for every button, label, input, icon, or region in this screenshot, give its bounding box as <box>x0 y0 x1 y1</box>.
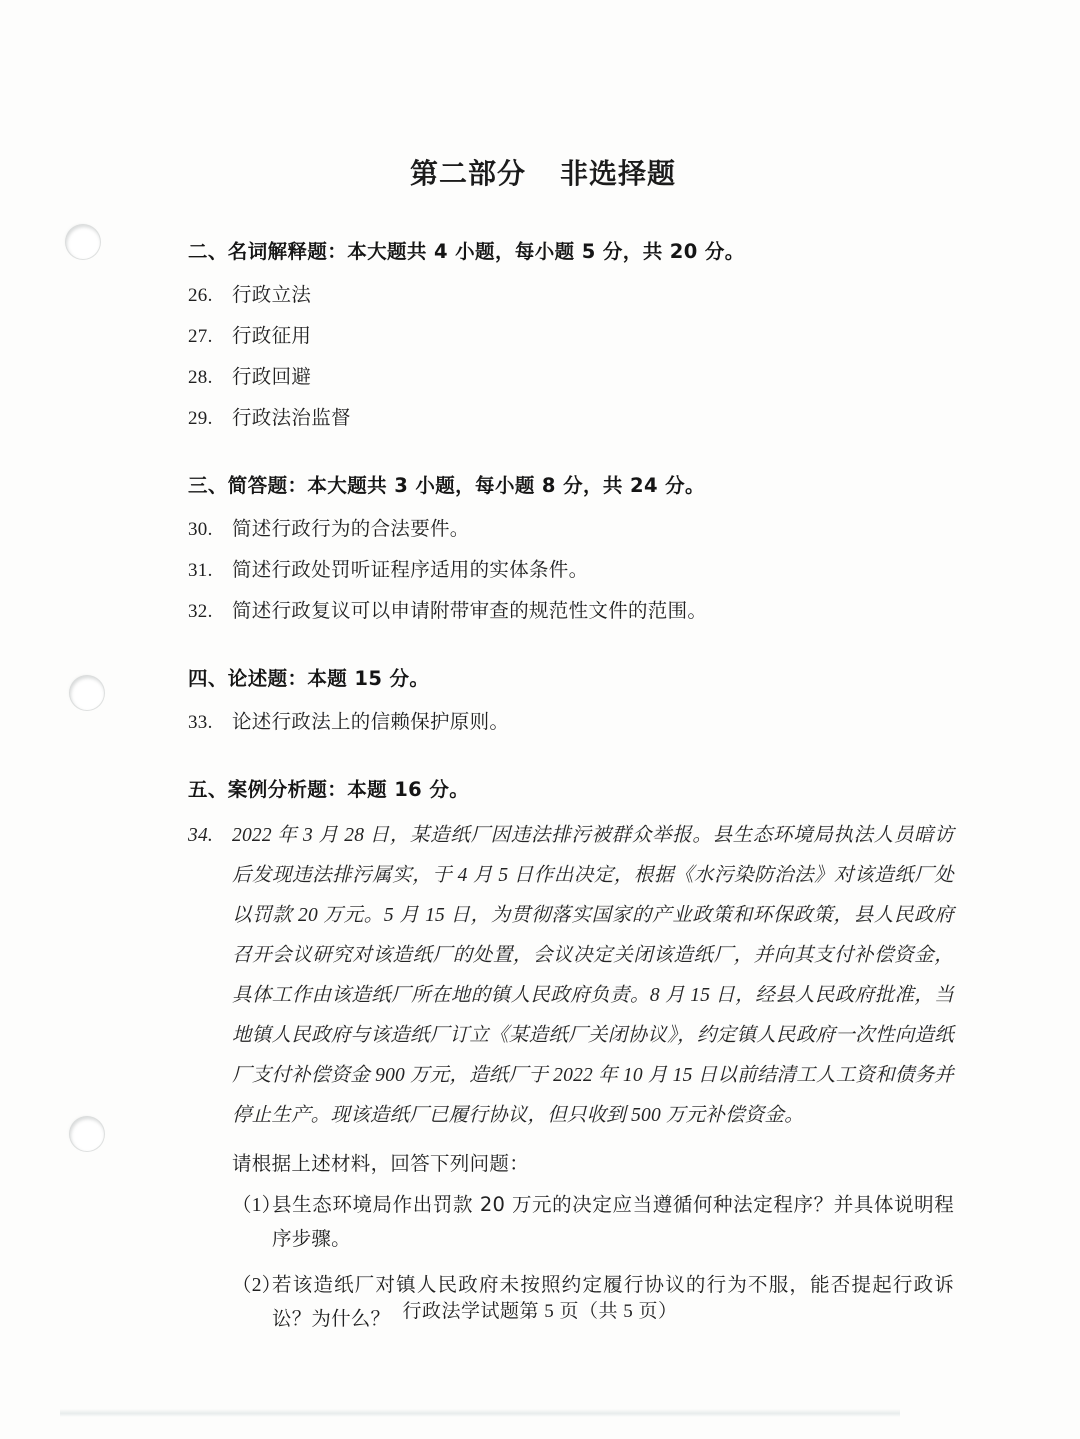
question-text: 行政法治监督 <box>232 406 351 429</box>
question-item <box>188 706 954 734</box>
page-footer: 行政法学试题第 5 页（共 5 页） <box>402 1301 678 1322</box>
sub-question-label: （1） <box>232 1194 282 1216</box>
question-number: 34. <box>188 825 213 846</box>
question-text: 论述行政法上的信赖保护原则。 <box>232 710 510 733</box>
question-number: 27. <box>188 326 213 347</box>
question-number: 26. <box>188 285 213 306</box>
section-heading-essay: 四、论述题：本题 15 分。 <box>188 667 430 690</box>
binder-hole-punch-icon <box>70 676 104 710</box>
section-heading-terms: 二、名词解释题：本大题共 4 小题，每小题 5 分，共 20 分。 <box>188 240 745 263</box>
question-text: 行政征用 <box>232 324 312 347</box>
section-essay <box>188 663 954 734</box>
part-title-main: 第二部分 <box>409 157 526 190</box>
sub-question-text: 县生态环境局作出罚款 20 万元的决定应当遵循何种法定程序？并具体说明程序步骤。 <box>272 1192 954 1250</box>
part-title-sub: 非选择题 <box>560 157 677 190</box>
section-heading-case-analysis: 五、案例分析题：本题 16 分。 <box>188 778 470 801</box>
question-item <box>188 513 954 541</box>
question-item <box>188 320 954 348</box>
question-number: 33. <box>188 712 213 733</box>
case-text: 2022 年 3 月 28 日，某造纸厂因违法排污被群众举报。县生态环境局执法人员暗访后发现违法排污属实，于 4 月 5 日作出决定，根据《水污染防治法》对该造纸厂处以罚款 20 万元。5 月 15 日，为贯彻落实国家的产业政策和环保政策，县人民政府召开会议研究对该造纸厂的处置，会议决定关闭该造纸厂，并向其支付补偿资金，具体工作由该造纸厂所在地的镇人民政府负责。8 月 15 日，经县人民政府批准，当地镇人民政府与该造纸厂订立《某造纸厂关闭协议》，约定镇人民政府一次性向造纸厂支付补偿资金 900 万元，造纸厂于 2022 年 10 月 15 日以前结清工人工资和债务并停止生产。现该造纸厂已履行协议，但只收到 500 万元补偿资金。 <box>232 825 954 1126</box>
question-item <box>188 595 954 623</box>
sub-question-text: 若该造纸厂对镇人民政府未按照约定履行协议的行为不服，能否提起行政诉讼？为什么？ <box>272 1273 954 1331</box>
document-content <box>188 0 954 1336</box>
scan-edge-artifact <box>60 1409 900 1417</box>
sub-question-item <box>188 1188 954 1256</box>
section-case-analysis <box>188 774 954 1336</box>
question-item <box>188 554 954 582</box>
question-text: 简述行政复议可以申请附带审查的规范性文件的范围。 <box>232 599 708 622</box>
section-heading-short-answer: 三、简答题：本大题共 3 小题，每小题 8 分，共 24 分。 <box>188 474 705 497</box>
page-title <box>188 152 954 192</box>
sub-question-intro: 请根据上述材料，回答下列问题： <box>232 1151 530 1175</box>
sub-question-label: （2） <box>232 1275 282 1296</box>
binder-hole-punch-icon <box>70 1117 104 1151</box>
question-item <box>188 402 954 430</box>
question-number: 29. <box>188 408 213 429</box>
question-number: 30. <box>188 519 213 540</box>
question-number: 31. <box>188 560 213 581</box>
question-item <box>188 279 954 307</box>
question-text: 行政立法 <box>232 283 312 306</box>
question-text: 简述行政行为的合法要件。 <box>232 517 470 540</box>
question-text: 行政回避 <box>232 365 312 388</box>
section-terms <box>188 236 954 430</box>
question-number: 32. <box>188 601 213 622</box>
binder-hole-punch-icon <box>66 225 100 259</box>
question-text: 简述行政处罚听证程序适用的实体条件。 <box>232 558 589 581</box>
section-short-answer <box>188 470 954 623</box>
question-item <box>188 361 954 389</box>
question-number: 28. <box>188 367 213 388</box>
case-paragraph <box>188 816 954 1136</box>
